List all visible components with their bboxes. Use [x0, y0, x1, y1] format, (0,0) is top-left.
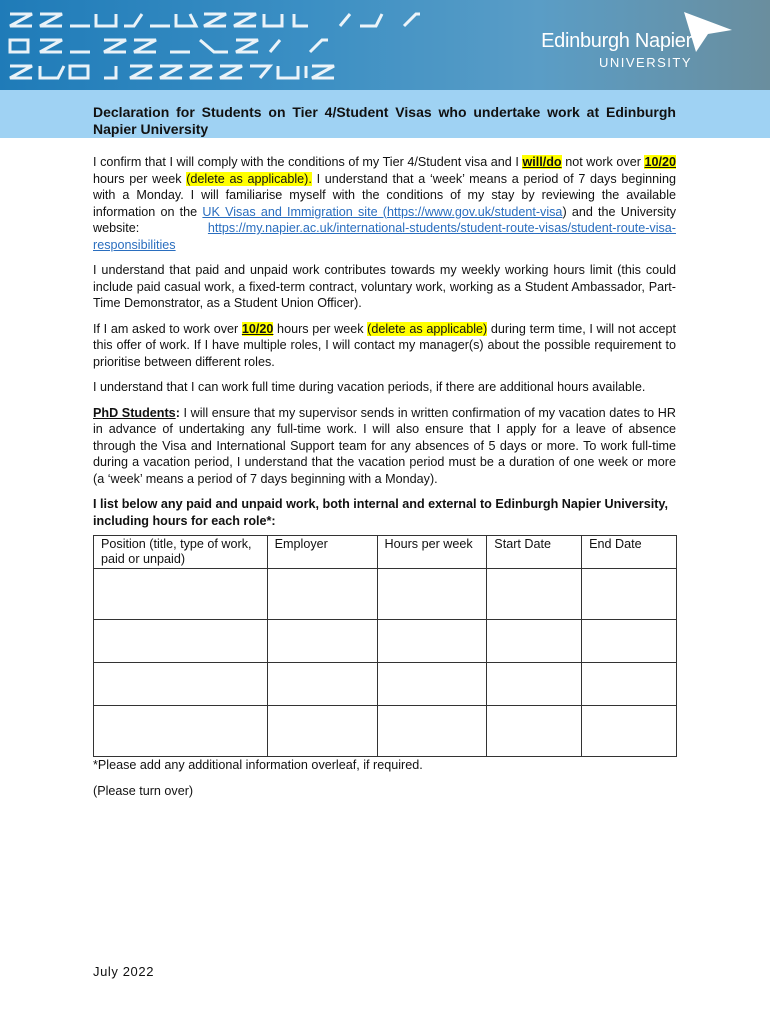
table-cell[interactable]: [94, 569, 268, 620]
phd-label: PhD Students: [93, 405, 176, 420]
header-banner: [0, 0, 770, 90]
logo-subtitle: UNIVERSITY: [598, 55, 692, 70]
table-cell[interactable]: [582, 620, 677, 663]
table-cell[interactable]: [582, 706, 677, 757]
table-cell[interactable]: [487, 620, 582, 663]
text: :: [175, 405, 180, 420]
table-cell[interactable]: [487, 663, 582, 706]
text: ) and the University website:: [93, 204, 677, 235]
table-cell[interactable]: [94, 620, 268, 663]
text: I will ensure that my supervisor sends in written confirmation of my vacation dates to HR in advance of undertaking any full-time work. I will also ensure that I apply for a leave of absence through the Visa and International Support team for any absences of 5 days or more. To work full-time during a vacation period, I understand that the vacation period must be a duration of one week or more (a ‘week’ means a period of 7 days beginning with a Monday).: [93, 405, 676, 486]
work-list-heading: I list below any paid and unpaid work, both internal and external to Edinburgh Napier University, including hours for each role*:: [93, 497, 668, 528]
logo-name: Edinburgh Napier: [541, 30, 692, 52]
highlight-delete-applicable: (delete as applicable).: [186, 171, 312, 186]
table-row: [94, 706, 677, 757]
highlight-hours: 10/20: [241, 321, 274, 336]
table-cell[interactable]: [267, 620, 377, 663]
table-cell[interactable]: [377, 620, 487, 663]
text: during term time, I will not accept this offer of work. If I have multiple roles, I will contact my manager(s) about the possible requirement to prioritise between different roles.: [93, 321, 676, 369]
highlight-will-do: will/do: [522, 155, 562, 169]
table-row: [94, 569, 677, 620]
table-cell[interactable]: [377, 569, 487, 620]
table-cell[interactable]: [377, 663, 487, 706]
table-header-row: [94, 536, 677, 569]
work-table: [93, 535, 677, 757]
additional-info-note: *Please add any additional information overleaf, if required.: [93, 758, 423, 772]
footer-date: July 2022: [93, 964, 155, 979]
table-cell[interactable]: [267, 569, 377, 620]
paragraph-work-limit: I understand that paid and unpaid work contributes towards my weekly working hours limit (this could include paid casual work, a fixed-term contract, voluntary work, working as a Student Ambassador, Part-Time Demonstrator, as a Student Union Officer).: [93, 263, 676, 310]
text: I confirm that I will comply with the conditions of my Tier 4/Student visa and I: [93, 155, 523, 169]
paragraph-phd: [93, 405, 676, 488]
table-cell[interactable]: [582, 663, 677, 706]
table-cell[interactable]: [487, 569, 582, 620]
column-header-end-date: End Date: [582, 536, 677, 569]
column-header-employer: Employer: [267, 536, 377, 569]
paragraph-compliance: [93, 154, 676, 253]
column-header-start-date: Start Date: [487, 536, 582, 569]
table-cell[interactable]: [94, 706, 268, 757]
text: not work over: [561, 155, 645, 169]
table-cell[interactable]: [487, 706, 582, 757]
paragraph-term-time: [93, 321, 676, 371]
table-cell[interactable]: [377, 706, 487, 757]
table-row: [94, 620, 677, 663]
paragraph-vacation: I understand that I can work full time during vacation periods, if there are additional hours available.: [93, 380, 646, 394]
text: hours per week: [273, 321, 368, 336]
text: hours per week: [93, 171, 187, 186]
column-header-position: Position (title, type of work, paid or unpaid): [94, 536, 268, 569]
table-cell[interactable]: [582, 569, 677, 620]
highlight-delete-applicable: (delete as applicable): [367, 321, 488, 336]
table-cell[interactable]: [267, 706, 377, 757]
ukvi-link[interactable]: UK Visas and Immigration site (https://www.gov.uk/student-visa: [202, 204, 563, 219]
document-body: [93, 154, 676, 808]
turn-over-note: (Please turn over): [93, 783, 194, 798]
banner-pattern: [0, 0, 440, 90]
university-website-link[interactable]: https://my.napier.ac.uk/international-students/student-route-visas/student-route-visa-responsibilities: [93, 221, 676, 252]
highlight-hours: 10/20: [644, 155, 676, 169]
column-header-hours: Hours per week: [377, 536, 487, 569]
page-title: Declaration for Students on Tier 4/Student Visas who undertake work at Edinburgh Napier University: [93, 104, 676, 137]
table-row: [94, 663, 677, 706]
table-cell[interactable]: [267, 663, 377, 706]
text: If I am asked to work over: [93, 321, 242, 336]
table-cell[interactable]: [94, 663, 268, 706]
text: I understand that a ‘week’ means a period of 7 days beginning with a Monday. I will familiarise myself with the conditions of my stay by reviewing the available information on the: [93, 171, 676, 219]
